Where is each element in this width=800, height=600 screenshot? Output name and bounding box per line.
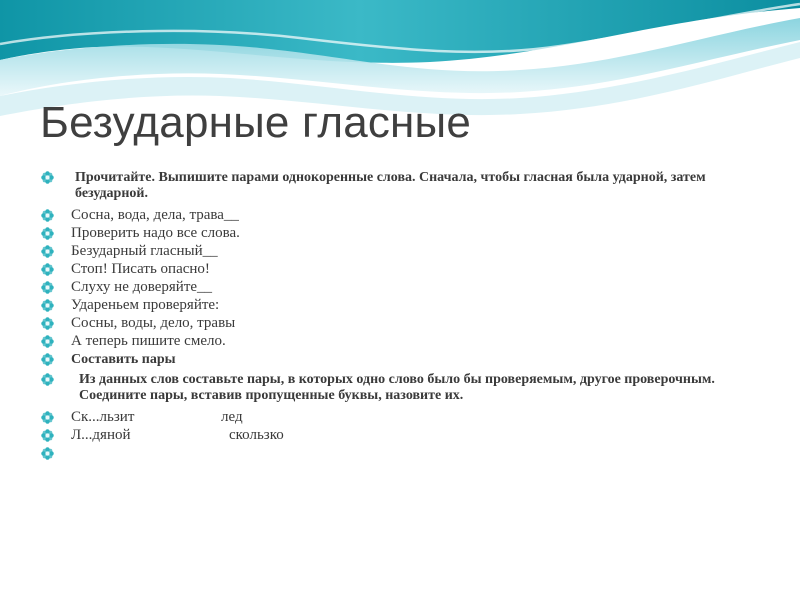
pair-word-left: Л...дяной [71, 427, 131, 443]
flower-bullet-icon [41, 227, 54, 240]
list-item [40, 206, 740, 224]
flower-bullet-icon [41, 335, 54, 348]
list-item [40, 372, 740, 404]
list-item-text: Слуху не доверяйте__ [71, 279, 213, 295]
flower-bullet-icon [41, 299, 54, 312]
list-item-text: Безударный гласный__ [71, 243, 218, 259]
list-item-text: Сосна, вода, дела, трава__ [71, 207, 239, 223]
flower-bullet-icon [41, 353, 54, 366]
list-item-empty [40, 444, 740, 462]
list-item-text: Стоп! Писать опасно! [71, 261, 210, 277]
flower-bullet-icon [41, 373, 54, 386]
list-item [40, 242, 740, 260]
list-item [40, 170, 740, 202]
list-item [40, 296, 740, 314]
list-item [40, 426, 740, 444]
list-item-text: Из данных слов составьте пары, в которых одно слово было бы проверяемым, другое проверочным. Соедините пары, вставив пропущенные буквы, назовите их. [79, 372, 715, 403]
bullet-list [40, 170, 740, 462]
flower-bullet-icon [41, 317, 54, 330]
flower-bullet-icon [41, 447, 54, 460]
list-item [40, 352, 740, 368]
list-item-text: А теперь пишите смело. [71, 333, 226, 349]
flower-bullet-icon [41, 263, 54, 276]
flower-bullet-icon [41, 209, 54, 222]
flower-bullet-icon [41, 411, 54, 424]
flower-bullet-icon [41, 281, 54, 294]
list-item [40, 314, 740, 332]
pair-word-left: Ск...льзит [71, 409, 135, 425]
list-item [40, 224, 740, 242]
list-item [40, 260, 740, 278]
flower-bullet-icon [41, 245, 54, 258]
slide-title: Безударные гласные [40, 98, 472, 147]
list-item-text: Сосны, воды, дело, травы [71, 315, 236, 331]
list-item-text: Составить пары [71, 352, 176, 367]
list-item [40, 332, 740, 350]
list-item [40, 408, 740, 426]
list-item-text: Проверить надо все слова. [71, 225, 240, 241]
flower-bullet-icon [41, 171, 54, 184]
list-item [40, 278, 740, 296]
pair-word-right: скользко [229, 427, 284, 443]
list-item-text: Прочитайте. Выпишите парами однокоренные слова. Сначала, чтобы гласная была ударной, затем безударной. [75, 170, 706, 201]
list-item-text: Удареньем проверяйте: [71, 297, 220, 313]
pair-word-right: лед [221, 409, 243, 425]
flower-bullet-icon [41, 429, 54, 442]
